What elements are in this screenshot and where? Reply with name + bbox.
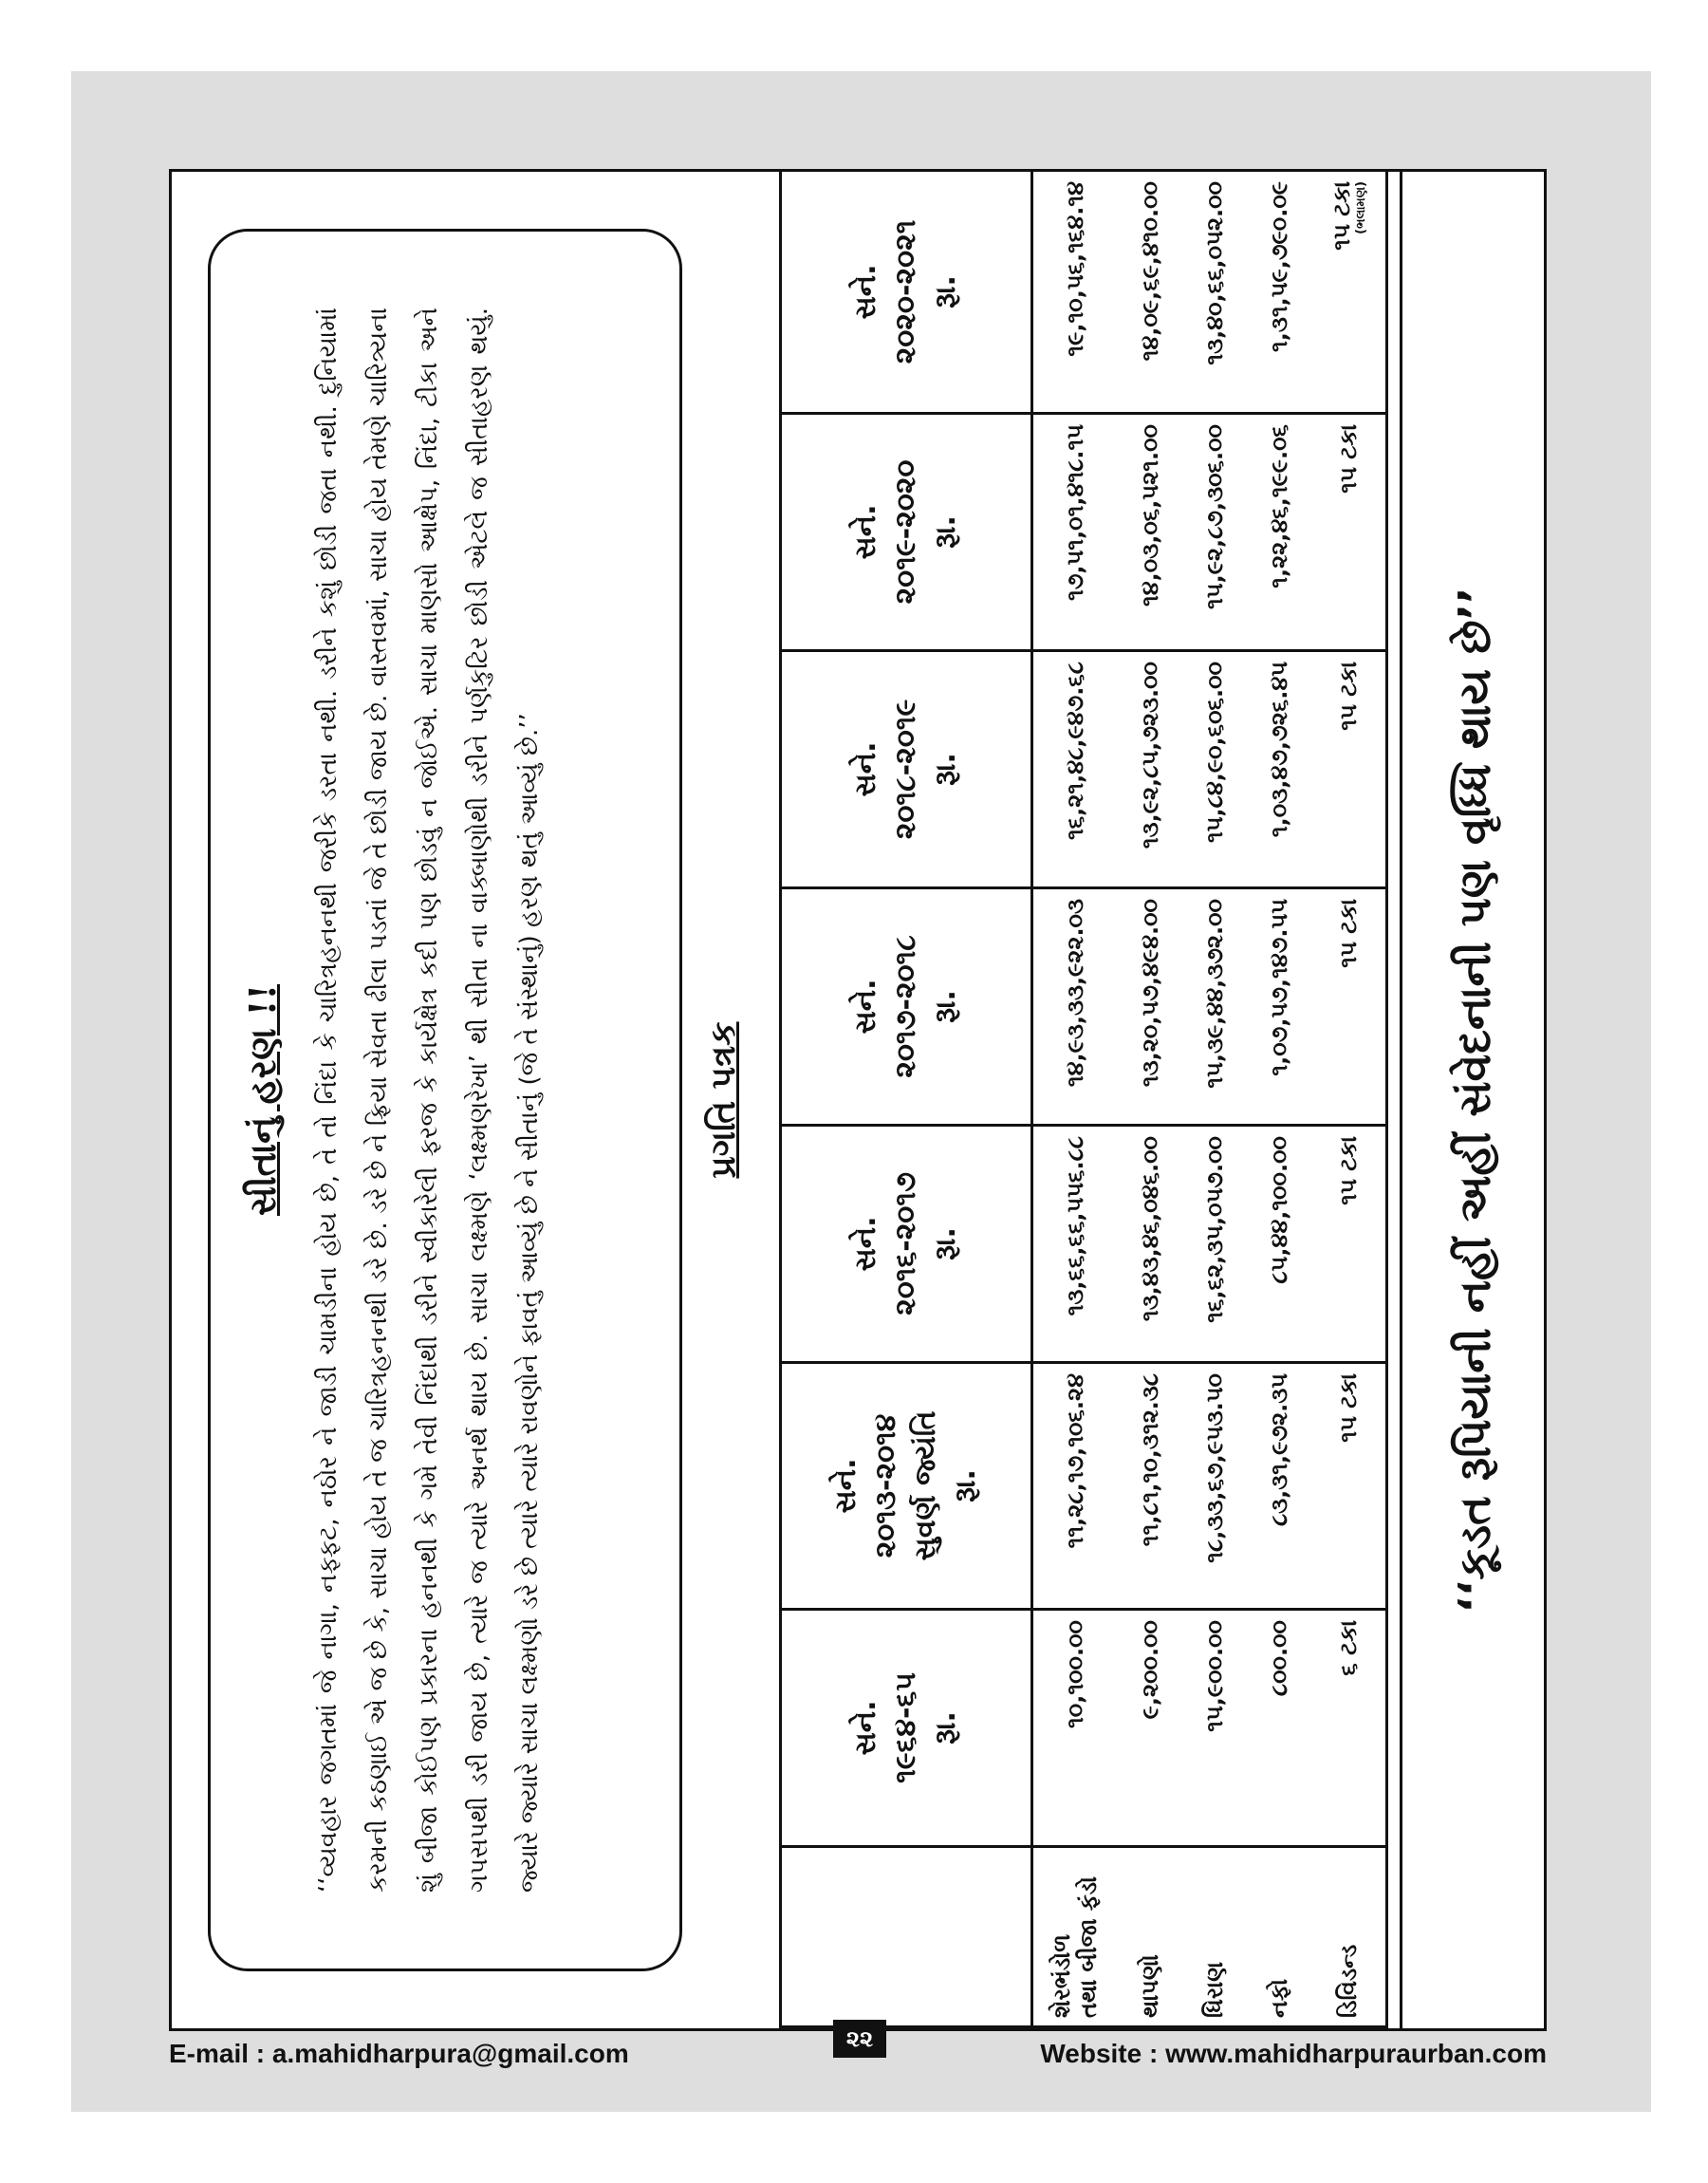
table-cell: [1311, 651, 1387, 888]
cell-value: ૧૩,૬૬,૬૬,૫૫૬.૮૮: [1062, 1136, 1089, 1316]
cell-value: ૧૫ ટકા: [1334, 899, 1362, 968]
table-header-cell: સને. ૨૦૧૮-૨૦૧૯ રૂા.: [781, 651, 1032, 888]
cell-value: ૧૧,૨૮,૧૭,૧૦૬.૨૪: [1062, 1373, 1089, 1549]
cell-value: ૧૩,૪૩,૪૬,૦૪૬.૦૦: [1136, 1136, 1163, 1322]
table-cell: [1182, 1610, 1247, 1847]
row-label: શેરભંડોળ તથા બીજા ફંડો: [1032, 1847, 1118, 2027]
page-number: ૨૨: [833, 2020, 886, 2058]
cell-value: ૧૩,૯૨,૮૫,૭૨૩.૦૦: [1136, 662, 1163, 849]
cell-value: ૮૩,૩૧,૯૭૨.૩૫: [1265, 1373, 1292, 1527]
table-cell: [1032, 651, 1118, 888]
cell-value: ૧૭,૫૧,૦૧,૪૧૮.૧૫: [1062, 424, 1089, 602]
table-title: પ્રગતિ પત્રક: [703, 1021, 743, 1179]
table-header-cell: સને. ૧૯૬૪-૬૫ રૂા.: [781, 1610, 1032, 1847]
cell-value: ૧,૨૨,૪૬,૧૯૯.૦૬: [1265, 424, 1292, 588]
table-row: [1247, 171, 1311, 2027]
row-label: ડિવિડન્ડ: [1311, 1847, 1387, 2027]
table-cell: [1311, 888, 1387, 1126]
cell-note: (ભલામણ): [1353, 181, 1368, 234]
table-cell: [1182, 171, 1247, 414]
table-body: [1032, 171, 1387, 2027]
table-cell: [1247, 1126, 1311, 1363]
table-header-cell: [781, 1847, 1032, 2027]
cell-value: ૧૩,૪૦,૬૬,૦૫૨.૦૦: [1200, 181, 1228, 365]
table-cell: [1032, 1610, 1118, 1847]
table-cell: [1311, 414, 1387, 651]
table-cell: [1118, 1363, 1182, 1610]
table-cell: [1118, 1610, 1182, 1847]
table-cell: [1311, 171, 1387, 414]
table-cell: [1118, 651, 1182, 888]
cell-value: ૧૫ ટકા: [1334, 424, 1362, 494]
row-label: નફો: [1247, 1847, 1311, 2027]
table-cell: [1182, 888, 1247, 1126]
cell-value: ૧૫ ટકા: [1327, 181, 1355, 251]
table-header-cell: સને. ૨૦૨૦-૨૦૨૧ રૂા.: [781, 171, 1032, 414]
table-cell: [1182, 1363, 1247, 1610]
cell-value: ૮૦૦.૦૦: [1265, 1620, 1292, 1697]
cell-value: ૧૮,૩૩,૬૭,૯૫૩.૫૦: [1200, 1373, 1228, 1563]
quote-title: સીતાનું હરણ !!: [241, 983, 284, 1217]
cell-value: ૧૧,૮૧,૧૦,૩૧૨.૩૮: [1136, 1373, 1163, 1547]
quote-box: [208, 229, 682, 1971]
table-header-cell: સને. ૨૦૧૯-૨૦૨૦ રૂા.: [781, 414, 1032, 651]
table-row: [1182, 171, 1247, 2027]
table-cell: [1182, 414, 1247, 651]
progress-table-wrap: [779, 172, 1388, 2028]
table-row: [1032, 171, 1118, 2027]
table-cell: [1311, 1126, 1387, 1363]
cell-value: ૧૫,૩૯,૪૪,૩૭૨.૦૦: [1200, 899, 1228, 1089]
table-cell: [1182, 1126, 1247, 1363]
cell-value: ૧૪,૯૩,૩૩,૯૨૨.૦૩: [1062, 899, 1089, 1088]
table-cell: [1247, 414, 1311, 651]
table-row: [1311, 171, 1387, 2027]
table-cell: [1247, 171, 1311, 414]
progress-table: [779, 169, 1388, 2028]
cell-value: ૧૩,૨૦,૫૭,૪૯૪.૦૦: [1136, 899, 1163, 1088]
table-header-cell: સને. ૨૦૧૬-૨૦૧૭ રૂા.: [781, 1126, 1032, 1363]
cell-value: ૧૫,૮૪,૯૦,૬૦૬.૦૦: [1200, 662, 1228, 843]
cell-value: ૧૫ ટકા: [1334, 1136, 1362, 1205]
table-cell: [1032, 1126, 1118, 1363]
cell-value: ૧૯,૧૦,૫૬,૧૬૪.૧૪: [1062, 181, 1089, 357]
table-cell: [1032, 1363, 1118, 1610]
cell-value: ૮૫,૪૪,૧૦૦.૦૦: [1265, 1136, 1292, 1284]
cell-value: ૬ ટકા: [1334, 1620, 1362, 1676]
cell-value: ૧૫ ટકા: [1334, 662, 1362, 731]
table-cell: [1247, 888, 1311, 1126]
table-cell: [1118, 888, 1182, 1126]
cell-value: ૯,૨૦૦.૦૦: [1136, 1620, 1163, 1720]
footer-email: E-mail : a.mahidharpura@gmail.com: [169, 2039, 629, 2068]
row-label: ધિરાણ: [1182, 1847, 1247, 2027]
document-page: [169, 169, 1547, 2031]
table-row: [1118, 171, 1182, 2027]
table-cell: [1247, 1363, 1311, 1610]
table-cell: [1118, 171, 1182, 414]
row-label: થાપણો: [1118, 1847, 1182, 2027]
cell-value: ૧૬,૨૧,૪૮,૯૪૭.૬૮: [1062, 662, 1089, 841]
table-cell: [1247, 651, 1311, 888]
table-cell: [1118, 1126, 1182, 1363]
cell-value: ૧,૦૩,૪૭,૭૨૬.૪૫: [1265, 662, 1292, 838]
table-cell: [1182, 651, 1247, 888]
cell-value: ૧,૩૧,૫૯,૭૯૦.૦૯: [1265, 181, 1292, 352]
cell-value: ૧૫,૯૦૦.૦૦: [1200, 1620, 1228, 1732]
cell-value: ૧૬,૬૨,૩૫,૦૫૭.૦૦: [1200, 1136, 1228, 1323]
table-header-row: [781, 171, 1032, 2027]
cell-value: ૧૫,૯૨,૮૭,૩૦૬.૦૦: [1200, 424, 1228, 609]
table-cell: [1118, 414, 1182, 651]
table-header-cell: સને. ૨૦૧૭-૨૦૧૮ રૂા.: [781, 888, 1032, 1126]
table-cell: [1247, 1610, 1311, 1847]
table-cell: [1311, 1363, 1387, 1610]
table-cell: [1032, 414, 1118, 651]
footer-website: Website : www.mahidharpuraurban.com: [1040, 2039, 1547, 2068]
table-header-cell: સને. ૨૦૧૩-૨૦૧૪ સુવર્ણ જ્યંતિ રૂા.: [781, 1363, 1032, 1610]
table-cell: [1311, 1610, 1387, 1847]
table-cell: [1032, 171, 1118, 414]
quote-body: ‘‘વ્યવહાર જગતમાં જે નાગા, નફ્ફટ, નઠોર ને જાડી ચામડીના હોય છે, તે તો નિંદા કે ચારિત્રહનનથી જરીકે ડરતા નથી. ડરીને કશું છોડી જતા નથી. દુનિયામાં કરમની કઠણાઈ એ જ છે કે, સાચા હોય તે જ ચારિત્રહનનથી ડરે છે. ડરે છે ને ફ્રિયા સેવતા ઢીલા પડતાં જે તે છોડી જાય છે. વાસ્તવમાં, સાચા હોય તેમણે ચારિત્ર્યના શું બીજા કોઈપણ પ્રકારના હનનથી કે ગમે તેવી નિંદાથી ડરીને સ્વીકારેલી ફરજ કે કાર્યક્ષેત્ર કદી પણ છોડવું ન જોઈએ. સાચા માણસો આક્ષેપ, નિંદા, ટીકા અને ગપસપથી ડરી જાય છે, ત્યારે જ ત્યારે અનર્થ થાય છે. સાચા લક્ષ્મણે ‘લક્ષ્મણરેખા’ થી સીતા ના વાક્બાણોથી ડરીને પર્ણકુટિર છોડી એટલે જ સીતાહરણ થયું. જ્યારે જ્યારે સાચા લક્ષ્મણો ડરે છે ત્યારે ત્યારે રાવણોને ફાવતું આવ્યું છે ને સીતાનું (જે તે સંસ્થાનું) હરણ થતું આવ્યું છે.’’: [314, 308, 544, 1893]
cell-value: ૧૪,૦૯,૬૯,૪૧૦.૦૦: [1136, 181, 1163, 362]
table-cell: [1032, 888, 1118, 1126]
cell-value: ૧૦,૧૦૦.૦૦: [1062, 1620, 1089, 1728]
rotated-content: [172, 172, 1544, 2028]
slogan: ‘‘કૂડત રૂપિયાની નહીં અહીં સંવેદનાની પણ વૃધ્ધિ થાય છે’’: [1400, 172, 1547, 2028]
cell-value: ૧૫ ટકા: [1334, 1373, 1362, 1443]
cell-value: ૧૪,૦૩,૦૬,૫૨૧.૦૦: [1136, 424, 1163, 606]
cell-value: ૧,૦૭,૫૭,૧૪૭.૫૫: [1265, 899, 1292, 1076]
